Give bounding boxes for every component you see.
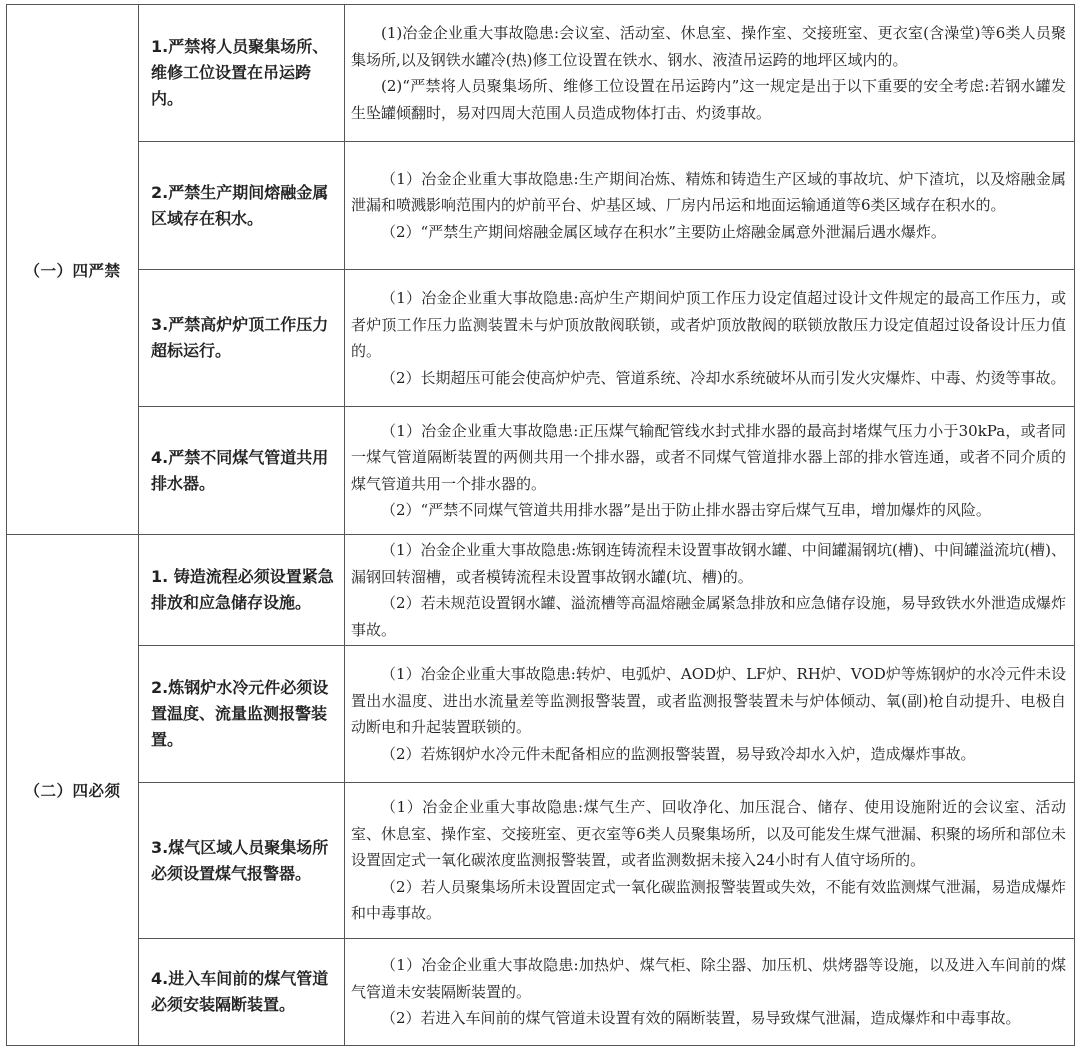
- item-paragraph: （2）“严禁不同煤气管道共用排水器”是出于防止排水器击穿后煤气互串，增加爆炸的风险。: [381, 501, 991, 519]
- item-title: 4.进入车间前的煤气管道必须安装隔断装置。: [151, 969, 329, 1014]
- item-title-cell: [139, 5, 345, 142]
- item-description-cell: [345, 646, 1075, 783]
- item-title-cell: [139, 535, 345, 646]
- regulations-table: [6, 4, 1075, 1046]
- item-title: 3.严禁高炉炉顶工作压力超标运行。: [151, 315, 329, 360]
- table-row: [7, 407, 1075, 535]
- category-label-four-prohibitions: （一）四严禁: [7, 5, 139, 535]
- item-title-cell: [139, 646, 345, 783]
- item-paragraph: （2）长期超压可能会使高炉炉壳、管道系统、冷却水系统破坏从而引发火灾爆炸、中毒、灼烫等事故。: [381, 368, 1066, 387]
- table-row: [7, 142, 1075, 270]
- table-row: [7, 5, 1075, 142]
- item-description-cell: [345, 407, 1075, 535]
- table-row: [7, 783, 1075, 939]
- item-description-cell: [345, 5, 1075, 142]
- item-title: 2.严禁生产期间熔融金属区域存在积水。: [151, 182, 329, 228]
- item-title: 1. 铸造流程必须设置紧急排放和应急储存设施。: [151, 567, 334, 612]
- table-row: [7, 939, 1075, 1046]
- item-paragraph: （2）“严禁生产期间熔融金属区域存在积水”主要防止熔融金属意外泄漏后遇水爆炸。: [381, 222, 946, 241]
- item-title-cell: [139, 783, 345, 939]
- item-title-cell: [139, 270, 345, 407]
- item-paragraph: （1）冶金企业重大事故隐患:生产期间冶炼、精炼和铸造生产区域的事故坑、炉下渣坑，以及熔融金属泄漏和喷溅影响范围内的炉前平台、炉基区域、厂房内吊运和地面运输通道等6类区域存在积水的。: [351, 169, 1066, 215]
- item-title-cell: [139, 142, 345, 270]
- item-title: 3.煤气区域人员聚集场所必须设置煤气报警器。: [151, 837, 329, 883]
- item-paragraph: （2）若进入车间前的煤气管道未设置有效的隔断装置，易导致煤气泄漏，造成爆炸和中毒事故。: [381, 1009, 1021, 1028]
- item-description-cell: [345, 535, 1075, 646]
- item-paragraph: （2）若未规范设置钢水罐、溢流槽等高温熔融金属紧急排放和应急储存设施，易导致铁水外泄造成爆炸事故。: [351, 594, 1066, 639]
- table-row: [7, 535, 1075, 646]
- item-paragraph: (1)冶金企业重大事故隐患:会议室、活动室、休息室、操作室、交接班室、更衣室(含澡堂)等6类人员聚集场所,以及钢铁水罐冷(热)修工位设置在铁水、钢水、液渣吊运跨的地坪区域内的。: [351, 24, 1066, 69]
- item-description-cell: [345, 939, 1075, 1046]
- item-paragraph: （2）若人员聚集场所未设置固定式一氧化碳监测报警装置或失效，不能有效监测煤气泄漏，易造成爆炸和中毒事故。: [351, 877, 1066, 923]
- item-paragraph: （2）若炼钢炉水冷元件未配备相应的监测报警装置，易导致冷却水入炉，造成爆炸事故。: [381, 744, 976, 763]
- item-title-cell: [139, 939, 345, 1046]
- item-paragraph: （1）冶金企业重大事故隐患:炼钢连铸流程未设置事故钢水罐、中间罐漏钢坑(槽)、中间罐溢流坑(槽)、漏钢回转溜槽，或者模铸流程未设置事故钢水罐(坑、槽)的。: [351, 541, 1066, 586]
- item-title: 4.严禁不同煤气管道共用排水器。: [151, 447, 329, 493]
- item-description-cell: [345, 142, 1075, 270]
- item-paragraph: （1）冶金企业重大事故隐患:加热炉、煤气柜、除尘器、加压机、烘烤器等设施，以及进入车间前的煤气管道未安装隔断装置的。: [351, 956, 1066, 1001]
- item-paragraph: (2)“严禁将人员聚集场所、维修工位设置在吊运跨内”这一规定是出于以下重要的安全考虑:若钢水罐发生坠罐倾翻时，易对四周大范围人员造成物体打击、灼烫事故。: [351, 77, 1066, 122]
- item-description-cell: [345, 783, 1075, 939]
- item-paragraph: （1）冶金企业重大事故隐患:转炉、电弧炉、AOD炉、LF炉、RH炉、VOD炉等炼钢炉的水冷元件未设置出水温度、进出水流量差等监测报警装置，或者监测报警装置未与炉体倾动、氧(副)枪自动提升、电极自动断电和升起装置联锁的。: [351, 665, 1066, 736]
- item-description-cell: [345, 270, 1075, 407]
- item-paragraph: （1）冶金企业重大事故隐患:煤气生产、回收净化、加压混合、储存、使用设施附近的会议室、活动室、休息室、操作室、交接班室、更衣室等6类人员聚集场所，以及可能发生煤气泄漏、积聚的场所和部位未设置固定式一氧化碳浓度监测报警装置，或者监测数据未接入24小时有人值守场所的。: [351, 798, 1066, 870]
- table-row: [7, 270, 1075, 407]
- table-row: [7, 646, 1075, 783]
- item-title-cell: [139, 407, 345, 535]
- item-title: 1.严禁将人员聚集场所、维修工位设置在吊运跨内。: [151, 37, 329, 108]
- category-label-four-musts: （二）四必须: [7, 535, 139, 1046]
- item-paragraph: （1）冶金企业重大事故隐患:正压煤气输配管线水封式排水器的最高封堵煤气压力小于30kPa，或者同一煤气管道隔断装置的两侧共用一个排水器，或者不同煤气管道排水器上部的排水管连通，或者不同介质的煤气管道共用一个排水器的。: [351, 421, 1066, 493]
- item-title: 2.炼钢炉水冷元件必须设置温度、流量监测报警装置。: [151, 678, 329, 749]
- item-paragraph: （1）冶金企业重大事故隐患:高炉生产期间炉顶工作压力设定值超过设计文件规定的最高工作压力，或者炉顶工作压力监测装置未与炉顶放散阀联锁，或者炉顶放散阀的联锁放散压力设定值超过设备设计压力值的。: [351, 289, 1066, 360]
